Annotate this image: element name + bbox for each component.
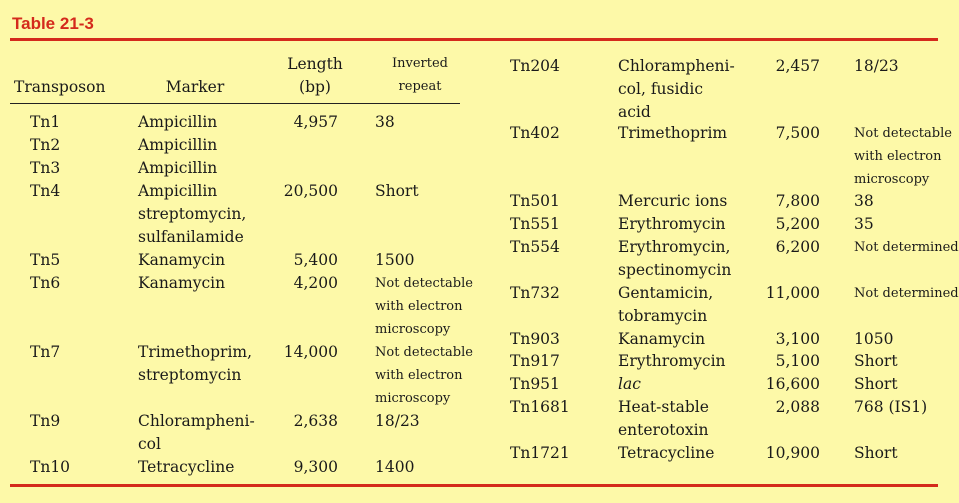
marker-cell: Mercuric ions: [618, 192, 728, 210]
length-cell: 5,200: [775, 215, 820, 233]
transposon-cell: Tn2: [30, 136, 61, 154]
repeat-cell: 38: [854, 192, 874, 210]
marker-cell: streptomycin,: [138, 205, 247, 223]
length-cell: 3,100: [775, 330, 820, 348]
repeat-cell: 38: [375, 113, 395, 131]
transposon-cell: Tn3: [30, 159, 61, 177]
top-rule: [10, 38, 938, 41]
repeat-cell: microscopy: [854, 172, 930, 187]
transposon-cell: Tn554: [510, 238, 560, 256]
marker-cell: Ampicillin: [138, 136, 218, 154]
header-rule: [10, 103, 460, 104]
repeat-cell: with electron: [854, 149, 942, 164]
marker-cell: Heat-stable: [618, 398, 709, 416]
length-cell: 2,457: [775, 57, 820, 75]
marker-cell: Kanamycin: [138, 251, 226, 269]
marker-cell: Ampicillin: [138, 182, 218, 200]
repeat-cell: 18/23: [854, 57, 899, 75]
repeat-cell: 1400: [375, 458, 415, 476]
repeat-cell: Not detectable: [375, 345, 473, 360]
bottom-rule: [10, 484, 938, 487]
length-cell: 20,500: [283, 182, 338, 200]
marker-cell: Erythromycin: [618, 352, 726, 370]
repeat-cell: 35: [854, 215, 874, 233]
header-marker: Marker: [165, 78, 225, 96]
repeat-cell: Not detectable: [375, 276, 473, 291]
transposon-cell: Tn1: [30, 113, 61, 131]
transposon-cell: Tn1721: [510, 444, 570, 462]
length-cell: 4,957: [293, 113, 338, 131]
length-cell: 16,600: [765, 375, 820, 393]
repeat-cell: 1500: [375, 251, 415, 269]
marker-cell: Trimethoprim,: [138, 343, 253, 361]
header-inverted-line1: Inverted: [392, 56, 448, 71]
length-cell: 9,300: [293, 458, 338, 476]
marker-cell: acid: [618, 103, 651, 121]
transposon-cell: Tn6: [30, 274, 61, 292]
marker-cell: col, fusidic: [618, 80, 704, 98]
repeat-cell: with electron: [375, 299, 463, 314]
marker-cell: Kanamycin: [618, 330, 706, 348]
transposon-cell: Tn7: [30, 343, 61, 361]
marker-cell: Trimethoprim: [618, 124, 728, 142]
marker-cell: tobramycin: [618, 307, 708, 325]
repeat-cell: microscopy: [375, 391, 451, 406]
repeat-cell: microscopy: [375, 322, 451, 337]
length-cell: 6,200: [775, 238, 820, 256]
length-cell: 7,500: [775, 124, 820, 142]
transposon-cell: Tn9: [30, 412, 61, 430]
repeat-cell: Not determined: [854, 286, 959, 301]
marker-cell: Chlorampheni-: [138, 412, 255, 430]
header-length-line1: Length: [287, 55, 343, 73]
transposon-cell: Tn732: [510, 284, 560, 302]
repeat-cell: Short: [375, 182, 419, 200]
marker-cell: Ampicillin: [138, 159, 218, 177]
transposon-cell: Tn903: [510, 330, 560, 348]
repeat-cell: Short: [854, 352, 898, 370]
length-cell: 4,200: [293, 274, 338, 292]
repeat-cell: 768 (IS1): [854, 398, 928, 416]
repeat-cell: 1050: [854, 330, 894, 348]
marker-cell: Erythromycin: [618, 215, 726, 233]
transposon-cell: Tn10: [30, 458, 71, 476]
header-transposon: Transposon: [14, 78, 106, 96]
transposon-cell: Tn501: [510, 192, 560, 210]
repeat-cell: Not determined: [854, 240, 959, 255]
length-cell: 14,000: [283, 343, 338, 361]
length-cell: 2,638: [293, 412, 338, 430]
header-inverted-line2: repeat: [398, 79, 442, 94]
marker-cell: Tetracycline: [138, 458, 235, 476]
repeat-cell: Not detectable: [854, 126, 952, 141]
transposon-cell: Tn5: [30, 251, 61, 269]
length-cell: 7,800: [775, 192, 820, 210]
marker-cell: Gentamicin,: [618, 284, 714, 302]
transposon-cell: Tn551: [510, 215, 560, 233]
transposon-cell: Tn4: [30, 182, 61, 200]
marker-cell: enterotoxin: [618, 421, 709, 439]
transposon-cell: Tn951: [510, 375, 560, 393]
marker-cell: Chlorampheni-: [618, 57, 735, 75]
marker-cell: spectinomycin: [618, 261, 732, 279]
marker-cell: Tetracycline: [618, 444, 715, 462]
length-cell: 10,900: [765, 444, 820, 462]
marker-cell: lac: [618, 375, 641, 393]
length-cell: 11,000: [765, 284, 820, 302]
marker-cell: streptomycin: [138, 366, 242, 384]
transposon-cell: Tn1681: [510, 398, 570, 416]
repeat-cell: with electron: [375, 368, 463, 383]
marker-cell: Ampicillin: [138, 113, 218, 131]
table-title: Table 21-3: [12, 14, 94, 33]
marker-cell: col: [138, 435, 161, 453]
header-length-line2: (bp): [299, 78, 331, 96]
length-cell: 5,100: [775, 352, 820, 370]
transposon-cell: Tn917: [510, 352, 560, 370]
length-cell: 5,400: [293, 251, 338, 269]
repeat-cell: Short: [854, 444, 898, 462]
length-cell: 2,088: [775, 398, 820, 416]
repeat-cell: Short: [854, 375, 898, 393]
marker-cell: sulfanilamide: [138, 228, 244, 246]
marker-cell: Erythromycin,: [618, 238, 731, 256]
transposon-cell: Tn204: [510, 57, 560, 75]
repeat-cell: 18/23: [375, 412, 420, 430]
marker-cell: Kanamycin: [138, 274, 226, 292]
transposon-cell: Tn402: [510, 124, 560, 142]
